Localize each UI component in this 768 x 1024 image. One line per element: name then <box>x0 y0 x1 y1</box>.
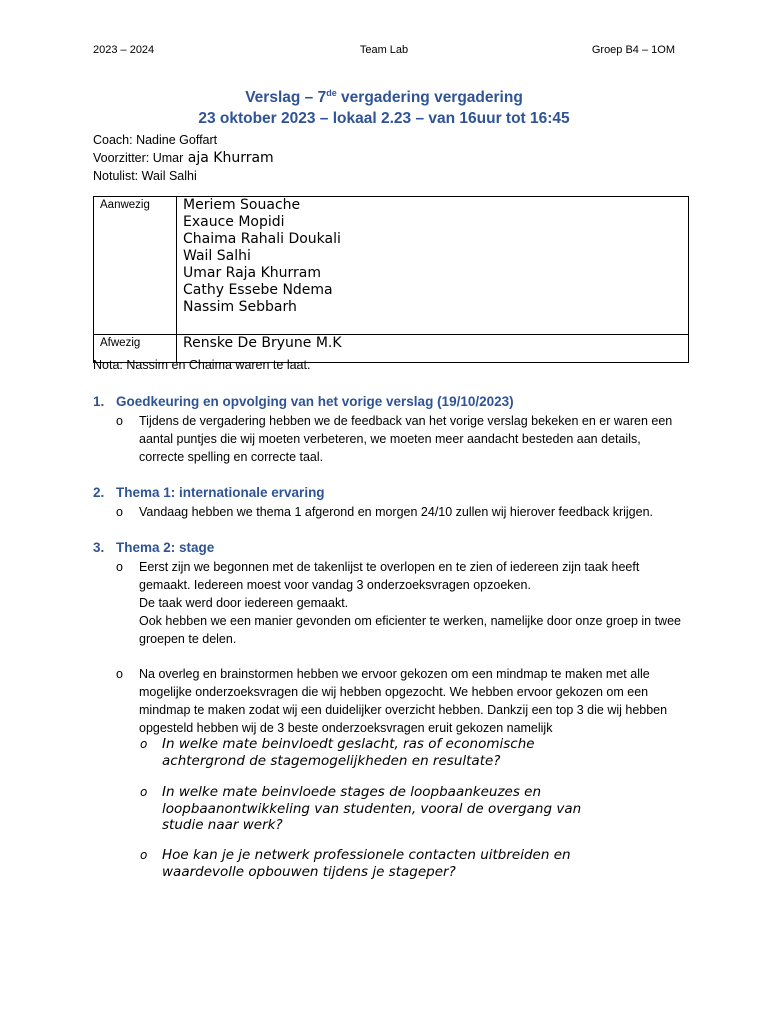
present-name: Wail Salhi <box>183 248 251 264</box>
question-text: In welke mate beinvloede stages de loopbaankeuzes en loopbaanontwikkeling van studenten, vooral de overgang van studie naar werk? <box>162 784 582 833</box>
title-part-b: vergadering vergadering <box>336 89 523 107</box>
coach-line: Coach: Nadine Goffart <box>93 133 218 147</box>
research-question <box>140 736 610 769</box>
present-label: Aanwezig <box>94 197 177 335</box>
bullet-body <box>139 558 684 648</box>
research-question <box>140 784 610 834</box>
present-name: Nassim Sebbarh <box>183 299 297 315</box>
secretary-line: Notulist: Wail Salhi <box>93 169 197 183</box>
present-name: Umar Raja Khurram <box>183 265 321 281</box>
bullet-text: Tijdens de vergadering hebben we de feedback van het vorige verslag bekeken en er waren een aantal puntjes die wij moeten verbeteren, we moeten meer aandacht besteden aan details, correcte spelling en correcte taal. <box>139 414 673 464</box>
bullet-text: De taak werd door iedereen gemaakt. <box>139 596 349 610</box>
present-name: Chaima Rahali Doukali <box>183 231 341 247</box>
header-course: Team Lab <box>359 44 409 56</box>
page-header <box>93 44 675 60</box>
bullet-text: Vandaag hebben we thema 1 afgerond en morgen 24/10 zullen wij hierover feedback krijgen. <box>139 505 653 519</box>
document-title <box>0 88 768 107</box>
bullet-item <box>116 412 684 466</box>
header-group: Groep B4 – 1OM <box>591 44 675 56</box>
chair-line <box>93 150 274 166</box>
section-heading <box>93 485 325 500</box>
bullet-item <box>116 503 684 521</box>
question-text: Hoe kan je je netwerk professionele contacten uitbreiden en waardevolle opbouwen tijdens je stageper? <box>162 847 571 880</box>
title-superscript: de <box>326 88 337 98</box>
present-names <box>177 197 689 335</box>
question-marker: o <box>140 785 148 799</box>
document-subtitle: 23 oktober 2023 – lokaal 2.23 – van 16uur tot 16:45 <box>198 110 570 127</box>
header-year: 2023 – 2024 <box>93 44 155 56</box>
question-text: In welke mate beinvloedt geslacht, ras of economische achtergrond de stagemogelijkheden en resultate? <box>162 736 535 769</box>
research-question <box>140 847 610 880</box>
bullet-marker: o <box>116 414 123 428</box>
section-title: Goedkeuring en opvolging van het vorige verslag (19/10/2023) <box>116 394 514 409</box>
chair-name-rest: aja Khurram <box>183 150 274 166</box>
bullet-item <box>116 558 684 648</box>
section-number: 3. <box>93 540 105 555</box>
present-name: Cathy Essebe Ndema <box>183 282 333 298</box>
bullet-text: Na overleg en brainstormen hebben we ervoor gekozen om een mindmap te maken met alle mogelijke onderzoeksvragen die wij hebben opgezocht. We hebben ervoor gekozen om een mindmap te maken zodat wij een duidelijker overzicht hebben. Dankzij een top 3 die wij hebben opgesteld hebben wij de 3 beste onderzoeksvragen eruit gekozen namelijk <box>139 667 668 735</box>
bullet-marker: o <box>116 560 123 574</box>
question-marker: o <box>140 737 148 751</box>
present-name: Exauce Mopidi <box>183 214 285 230</box>
section-heading <box>93 540 214 555</box>
bullet-marker: o <box>116 667 123 681</box>
bullet-text: Ook hebben we een manier gevonden om eficienter te werken, namelijke door onze groep in twee groepen te delen. <box>139 614 681 646</box>
section-heading <box>93 394 514 409</box>
bullet-marker: o <box>116 505 123 519</box>
absent-label: Afwezig <box>94 335 177 363</box>
present-name: Meriem Souache <box>183 197 301 213</box>
absent-names: Renske De Bryune M.K <box>177 335 689 363</box>
chair-label: Voorzitter: Umar <box>93 151 184 165</box>
section-title: Thema 1: internationale ervaring <box>116 485 325 500</box>
present-row <box>94 197 689 335</box>
bullet-item <box>116 665 684 737</box>
bullet-text: Eerst zijn we begonnen met de takenlijst te overlopen en te zien of iedereen zijn taak heeft gemaakt. Iedereen moest voor vandag 3 onderzoeksvragen opzoeken. <box>139 560 640 592</box>
question-marker: o <box>140 848 148 862</box>
attendance-table <box>93 196 689 363</box>
section-number: 1. <box>93 394 105 409</box>
section-title: Thema 2: stage <box>116 540 215 555</box>
note-line: Nota: Nassim en Chaima waren te laat. <box>93 358 311 372</box>
section-number: 2. <box>93 485 105 500</box>
title-part-a: Verslag – 7 <box>245 89 327 107</box>
